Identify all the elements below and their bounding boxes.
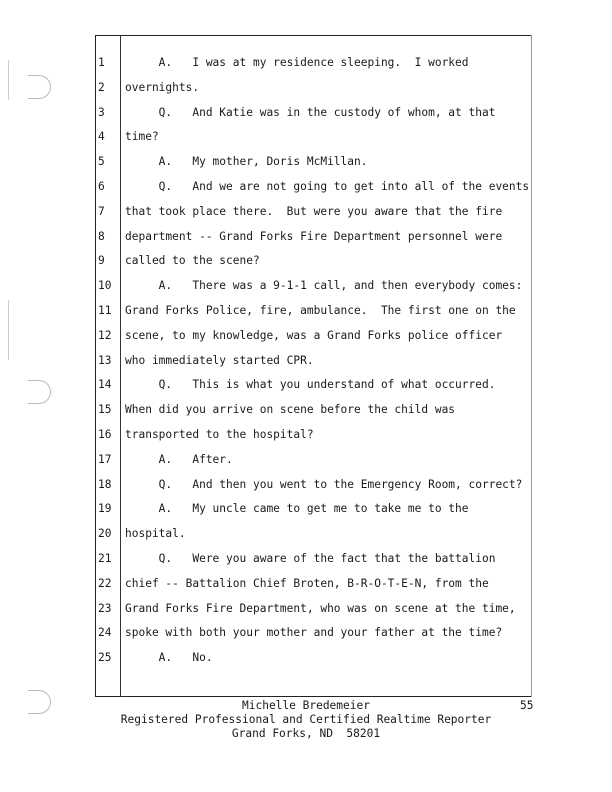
- transcript-line: [0, 54, 612, 72]
- line-text: A. I was at my residence sleeping. I worked: [125, 56, 469, 69]
- transcript-line: [0, 401, 612, 419]
- transcript-line: [0, 277, 612, 295]
- transcript-line: [0, 624, 612, 642]
- transcript-line: [0, 575, 612, 593]
- line-number: 11: [98, 304, 112, 317]
- line-number: 9: [98, 254, 105, 268]
- line-text: A. There was a 9-1-1 call, and then everybody comes:: [125, 279, 523, 293]
- line-number: 5: [98, 155, 105, 169]
- line-text: A. My uncle came to get me to take me to the: [125, 502, 469, 516]
- transcript-line: [0, 352, 612, 370]
- line-text: A. After.: [125, 452, 233, 466]
- line-number: 2: [98, 80, 105, 94]
- transcript-line: [0, 228, 612, 246]
- line-text: time?: [125, 130, 159, 144]
- line-number: 6: [98, 180, 105, 193]
- line-text: spoke with both your mother and your father at the time?: [125, 626, 503, 640]
- transcript-line: [0, 550, 612, 568]
- transcript-line: [0, 476, 612, 494]
- line-number: 15: [98, 403, 112, 417]
- reporter-name: Michelle Bredemeier: [242, 699, 370, 712]
- line-number: 24: [98, 626, 112, 640]
- transcript-line: [0, 376, 612, 394]
- transcript-line: [0, 104, 612, 122]
- line-number: 18: [98, 477, 112, 491]
- line-number: 14: [98, 378, 112, 392]
- line-text: A. No.: [125, 651, 213, 665]
- line-number: 8: [98, 229, 105, 243]
- transcript-line: [0, 600, 612, 618]
- line-number: 3: [98, 105, 105, 119]
- line-number: 20: [98, 527, 112, 541]
- line-text: scene, to my knowledge, was a Grand Forks police officer: [125, 328, 503, 342]
- transcript-line: [0, 426, 612, 444]
- line-text: A. My mother, Doris McMillan.: [125, 155, 368, 169]
- transcript-line: [0, 525, 612, 543]
- line-text: When did you arrive on scene before the child was: [125, 403, 456, 417]
- line-text: overnights.: [125, 80, 200, 94]
- line-number: 25: [98, 651, 112, 665]
- line-number: 22: [98, 576, 112, 590]
- line-number: 1: [98, 56, 105, 69]
- transcript-line: [0, 79, 612, 97]
- line-number: 19: [98, 502, 112, 516]
- transcript-line: [0, 153, 612, 171]
- line-number: 21: [98, 552, 112, 565]
- line-text: transported to the hospital?: [125, 428, 314, 441]
- line-number: 4: [98, 130, 105, 144]
- transcript-line: [0, 302, 612, 320]
- transcript-line: [0, 203, 612, 221]
- transcript-line: [0, 252, 612, 270]
- line-text: chief -- Battalion Chief Broten, B-R-O-T-E-N, from the: [125, 576, 489, 590]
- reporter-title: Registered Professional and Certified Realtime Reporter: [120, 713, 492, 726]
- line-text: Q. Were you aware of the fact that the battalion: [125, 552, 496, 565]
- transcript-line: [0, 649, 612, 667]
- line-number: 16: [98, 428, 112, 441]
- line-text: Q. And then you went to the Emergency Room, correct?: [125, 477, 523, 491]
- line-number: 13: [98, 353, 112, 367]
- reporter-location: Grand Forks, ND 58201: [231, 727, 381, 740]
- line-number: 12: [98, 328, 112, 342]
- transcript-line: [0, 451, 612, 469]
- transcript-line: [0, 327, 612, 345]
- line-text: hospital.: [125, 527, 186, 541]
- line-text: Grand Forks Police, fire, ambulance. The first one on the: [125, 304, 516, 317]
- transcript-line: [0, 178, 612, 196]
- line-text: Q. And we are not going to get into all of the events: [125, 180, 530, 193]
- line-text: that took place there. But were you aware that the fire: [125, 204, 503, 218]
- page-number: 55: [520, 699, 534, 712]
- line-text: department -- Grand Forks Fire Department personnel were: [125, 229, 503, 243]
- line-number: 7: [98, 204, 105, 218]
- transcript-line: [0, 128, 612, 146]
- line-text: Q. And Katie was in the custody of whom, at that: [125, 105, 496, 119]
- line-text: called to the scene?: [125, 254, 260, 268]
- line-text: Q. This is what you understand of what occurred.: [125, 378, 496, 392]
- line-text: Grand Forks Fire Department, who was on scene at the time,: [125, 601, 516, 615]
- transcript-line: [0, 500, 612, 518]
- line-number: 10: [98, 279, 112, 293]
- line-text: who immediately started CPR.: [125, 353, 314, 367]
- line-number: 17: [98, 452, 112, 466]
- line-number: 23: [98, 601, 112, 615]
